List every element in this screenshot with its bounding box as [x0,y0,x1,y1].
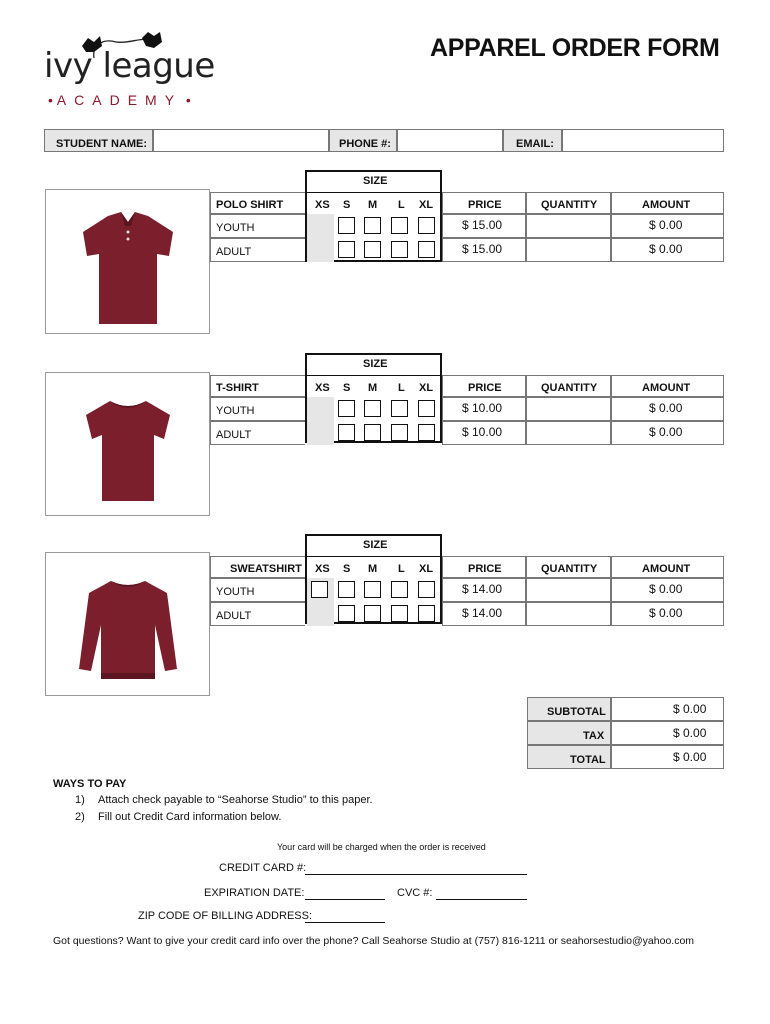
price-value: $ 15.00 [462,218,503,232]
pay-item-num: 2) [75,811,85,823]
xs-shaded-cell [307,238,334,262]
row-label: YOUTH [216,222,255,234]
size-checkbox-xl[interactable] [418,400,435,417]
quantity-field[interactable] [526,214,611,238]
t-shirt-icon [73,390,183,510]
subtotal-label: SUBTOTAL [547,706,606,718]
footer-contact: Got questions? Want to give your credit card info over the phone? Call Seahorse Studio at (757) 816-1211 or seahorsestudio@yahoo.com [53,935,695,947]
xs-shaded-cell [307,397,334,421]
size-label-l: L [398,199,405,211]
page-title: APPAREL ORDER FORM [430,34,720,62]
price-header: PRICE [468,199,502,211]
row-label: ADULT [216,610,252,622]
xs-shaded-cell [307,421,334,445]
size-checkbox-l[interactable] [391,424,408,441]
cvc-label: CVC #: [397,887,433,899]
size-header: SIZE [363,358,388,370]
pay-item-text: Attach check payable to “Seahorse Studio” to this paper. [98,794,373,806]
size-checkbox-m[interactable] [364,241,381,258]
amount-header: AMOUNT [642,199,691,211]
product-name: SWEATSHIRT [230,563,302,575]
size-checkbox-m[interactable] [364,400,381,417]
product-name: T-SHIRT [216,382,259,394]
size-checkbox-s[interactable] [338,241,355,258]
amount-value: $ 0.00 [649,425,683,439]
size-checkbox-m[interactable] [364,424,381,441]
logo-sub-text: ACADEMY [56,92,183,108]
amount-value: $ 0.00 [649,401,683,415]
logo-sub-line [48,92,191,108]
amount-value: $ 0.00 [649,582,683,596]
size-checkbox-s[interactable] [338,581,355,598]
size-checkbox-xl[interactable] [418,424,435,441]
logo-dot-icon: • [185,92,191,108]
size-checkbox-m[interactable] [364,605,381,622]
xs-shaded-cell [307,214,334,238]
size-label-xs: XS [315,563,330,575]
size-divider [305,192,442,193]
size-checkbox-l[interactable] [391,217,408,234]
xs-shaded-cell [307,602,334,626]
size-label-xl: XL [419,563,434,575]
amount-header: AMOUNT [642,563,691,575]
cvc-field[interactable] [436,899,527,900]
amount-value: $ 0.00 [649,606,683,620]
polo-shirt-icon [73,208,183,328]
quantity-field[interactable] [526,397,611,421]
size-label-s: S [343,199,351,211]
logo-dot-icon: • [48,92,53,108]
ways-to-pay-heading: WAYS TO PAY [53,778,127,790]
quantity-field[interactable] [526,421,611,445]
zip-field[interactable] [305,922,385,923]
size-label-l: L [398,563,405,575]
logo [44,30,224,110]
size-checkbox-s[interactable] [338,217,355,234]
quantity-header: QUANTITY [541,199,598,211]
subtotal-value: $ 0.00 [673,702,707,716]
amount-header: AMOUNT [642,382,691,394]
logo-brand-text: ivy league [44,46,215,86]
size-checkbox-s[interactable] [338,400,355,417]
size-label-xl: XL [419,382,434,394]
size-label-s: S [343,382,351,394]
size-checkbox-xl[interactable] [418,605,435,622]
size-checkbox-xl[interactable] [418,241,435,258]
price-value: $ 15.00 [462,242,503,256]
size-label-m: M [368,382,378,394]
size-checkbox-s[interactable] [338,424,355,441]
total-cell [611,745,724,769]
price-value: $ 14.00 [462,582,503,596]
phone-field[interactable] [397,129,503,152]
size-checkbox-l[interactable] [391,241,408,258]
student-name-label: STUDENT NAME: [56,138,148,150]
row-label: ADULT [216,246,252,258]
size-checkbox-xl[interactable] [418,581,435,598]
expiration-field[interactable] [305,899,385,900]
zip-label: ZIP CODE OF BILLING ADDRESS: [138,910,313,922]
size-header: SIZE [363,175,388,187]
subtotal-cell [611,697,724,721]
pay-item-text: Fill out Credit Card information below. [98,811,282,823]
size-header: SIZE [363,539,388,551]
tax-label: TAX [583,730,605,742]
quantity-field[interactable] [526,578,611,602]
size-label-xl: XL [419,199,434,211]
size-label-m: M [368,563,378,575]
size-checkbox-m[interactable] [364,217,381,234]
pay-item-num: 1) [75,794,85,806]
email-label: EMAIL: [516,138,554,150]
sweatshirt-icon [73,570,183,690]
quantity-field[interactable] [526,238,611,262]
size-label-xs: XS [315,382,330,394]
price-header: PRICE [468,382,502,394]
charge-note: Your card will be charged when the order is received [277,842,486,852]
size-label-m: M [368,199,378,211]
price-value: $ 10.00 [462,401,503,415]
total-label: TOTAL [570,754,606,766]
size-checkbox-xs[interactable] [311,581,328,598]
size-label-xs: XS [315,199,330,211]
tax-value: $ 0.00 [673,726,707,740]
credit-card-label: CREDIT CARD #: [219,862,307,874]
size-checkbox-xl[interactable] [418,217,435,234]
quantity-field[interactable] [526,602,611,626]
size-divider [305,556,442,557]
size-divider [305,375,442,376]
size-label-l: L [398,382,405,394]
phone-label: PHONE #: [339,138,391,150]
amount-value: $ 0.00 [649,242,683,256]
expiration-label: EXPIRATION DATE: [204,887,305,899]
size-checkbox-l[interactable] [391,605,408,622]
size-checkbox-l[interactable] [391,581,408,598]
product-name: POLO SHIRT [216,199,284,211]
row-label: YOUTH [216,405,255,417]
row-label: YOUTH [216,586,255,598]
size-checkbox-l[interactable] [391,400,408,417]
price-value: $ 14.00 [462,606,503,620]
total-value: $ 0.00 [673,750,707,764]
tax-cell [611,721,724,745]
student-name-field[interactable] [153,129,329,152]
size-checkbox-m[interactable] [364,581,381,598]
quantity-header: QUANTITY [541,382,598,394]
row-label: ADULT [216,429,252,441]
amount-value: $ 0.00 [649,218,683,232]
quantity-header: QUANTITY [541,563,598,575]
price-value: $ 10.00 [462,425,503,439]
price-header: PRICE [468,563,502,575]
email-field[interactable] [562,129,724,152]
credit-card-field[interactable] [305,874,527,875]
size-checkbox-s[interactable] [338,605,355,622]
size-label-s: S [343,563,351,575]
